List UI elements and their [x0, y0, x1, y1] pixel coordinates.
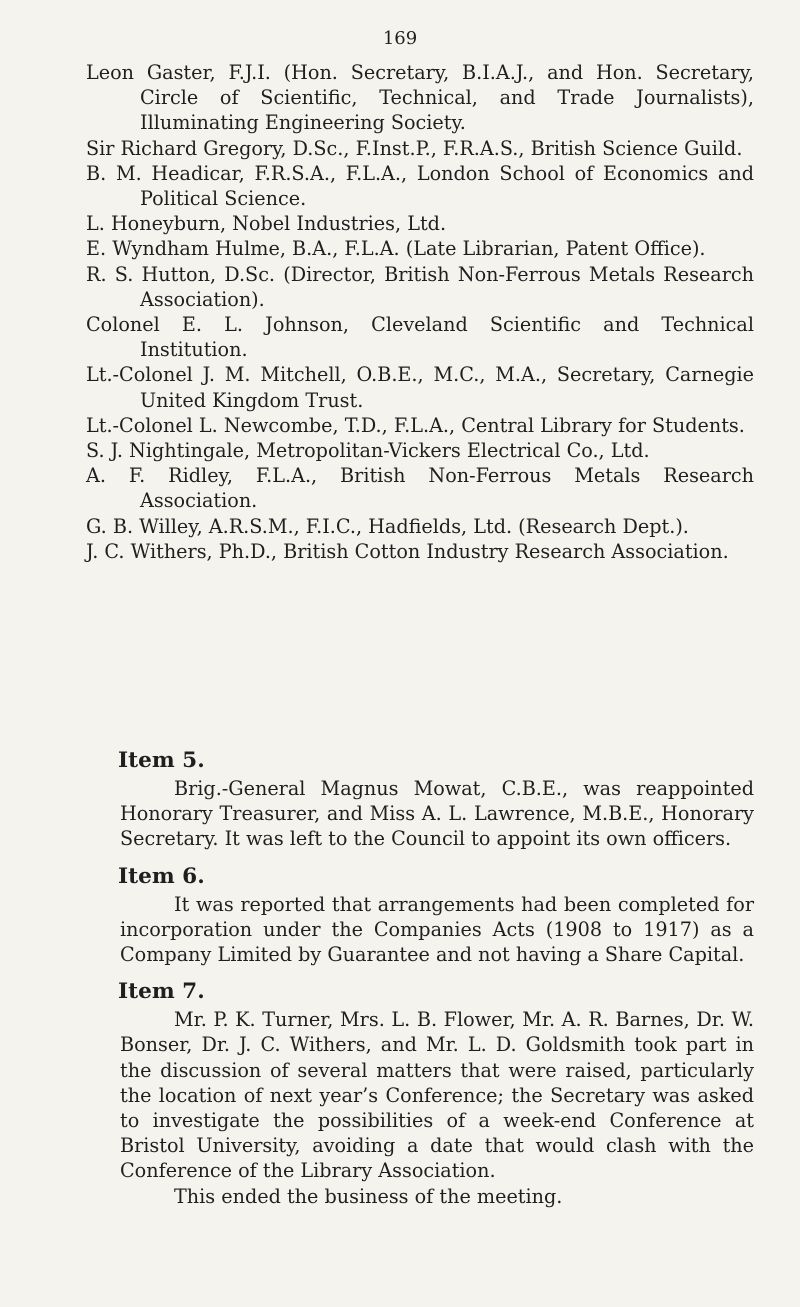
item-heading: Item 7.: [118, 979, 205, 1005]
item-6: [120, 864, 754, 968]
attendee-list: [86, 60, 754, 564]
attendee-entry: Sir Richard Gregory, D.Sc., F.Inst.P., F.R.A.S., British Science Guild.: [86, 136, 743, 160]
attendee-entry: Lt.-Colonel J. M. Mitchell, O.B.E., M.C., M.A., Secretary, Carnegie United Kingdom Trust.: [86, 363, 754, 412]
attendee-entry: G. B. Willey, A.R.S.M., F.I.C., Hadfields, Ltd. (Research Dept.).: [86, 514, 689, 538]
attendee-entry: Lt.-Colonel L. Newcombe, T.D., F.L.A., Central Library for Students.: [86, 413, 745, 437]
attendee-entry: S. J. Nightingale, Metropolitan-Vickers Electrical Co., Ltd.: [86, 439, 650, 463]
attendee-entry: Leon Gaster, F.J.I. (Hon. Secretary, B.I.A.J., and Hon. Secretary, Circle of Scientific, Technical, and Trade Journalists), Illuminating Engineering Society.: [86, 61, 754, 135]
closing-text: This ended the business of the meeting.: [174, 1184, 563, 1208]
attendee-entry: B. M. Headicar, F.R.S.A., F.L.A., London School of Economics and Political Science.: [86, 161, 754, 211]
item-5: [120, 748, 754, 852]
attendee-entry: A. F. Ridley, F.L.A., British Non-Ferrous Metals Research Association.: [86, 464, 754, 513]
item-text: It was reported that arrangements had been completed for incorporation under the Companies Acts (1908 to 1917) as a Company Limited by Guarantee and not having a Share Capital.: [120, 892, 754, 967]
attendee-entry: J. C. Withers, Ph.D., British Cotton Industry Research Association.: [86, 539, 729, 563]
item-7: [120, 979, 754, 1209]
minutes-items: [120, 748, 754, 1221]
page-number: 169: [382, 28, 418, 49]
attendee-entry: E. Wyndham Hulme, B.A., F.L.A. (Late Librarian, Patent Office).: [86, 237, 706, 261]
item-text: Mr. P. K. Turner, Mrs. L. B. Flower, Mr. A. R. Barnes, Dr. W. Bonser, Dr. J. C. Withers, and Mr. L. D. Goldsmith took part in the discussion of several matters that were raised, particularly the location of next year’s Conference; the Secretary was asked to investigate the possibilities of a week-end Conference at Bristol University, avoiding a date that would clash with the Conference of the Library Association.: [120, 1008, 754, 1183]
item-text: Brig.-General Magnus Mowat, C.B.E., was reappointed Honorary Treasurer, and Miss A. L. Lawrence, M.B.E., Honorary Secretary. It was left to the Council to appoint its own officers.: [120, 777, 754, 851]
attendee-entry: Colonel E. L. Johnson, Cleveland Scientific and Technical Institution.: [86, 313, 754, 362]
item-heading: Item 5.: [118, 748, 205, 773]
attendee-entry: R. S. Hutton, D.Sc. (Director, British Non-Ferrous Metals Research Association).: [86, 262, 754, 311]
item-heading: Item 6.: [118, 863, 205, 889]
attendee-entry: L. Honeyburn, Nobel Industries, Ltd.: [86, 212, 447, 236]
